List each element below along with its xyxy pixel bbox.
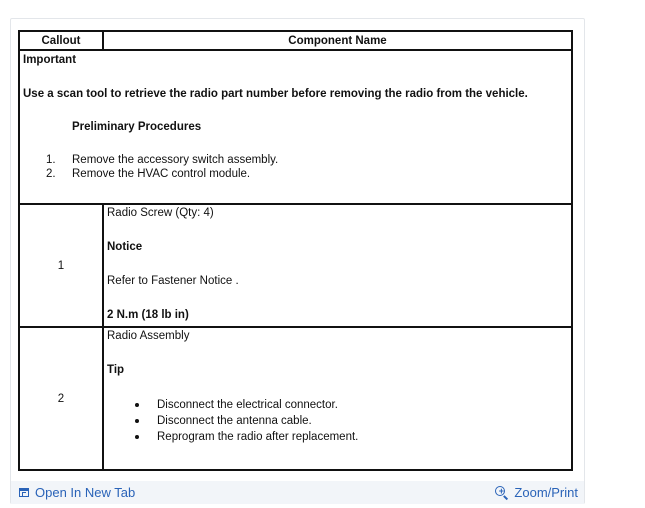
intro-cell xyxy=(19,50,572,204)
preliminary-steps xyxy=(23,153,568,181)
list-item: Disconnect the antenna cable. xyxy=(107,413,568,429)
list-item: 1. Remove the accessory switch assembly. xyxy=(46,154,279,166)
scan-tool-instruction: Use a scan tool to retrieve the radio part number before removing the radio from the vehicle. xyxy=(23,88,528,100)
fastener-notice-text: Refer to Fastener Notice . xyxy=(107,275,239,287)
callout-number: 2 xyxy=(19,327,103,470)
zoom-in-icon: + xyxy=(495,486,508,499)
notice-label: Notice xyxy=(107,241,143,253)
zoom-print-link[interactable]: + Zoom/Print xyxy=(495,485,578,500)
open-tab-icon xyxy=(19,488,29,497)
component-title: Radio Screw (Qty: 4) xyxy=(107,207,214,219)
component-name-header: Component Name xyxy=(103,31,572,50)
callout-number: 1 xyxy=(19,204,103,327)
footer-bar xyxy=(11,481,584,504)
procedure-table xyxy=(18,30,573,471)
list-item: Disconnect the electrical connector. xyxy=(107,397,568,413)
table-row xyxy=(19,204,572,327)
callout-header: Callout xyxy=(19,31,103,50)
preliminary-procedures-title: Preliminary Procedures xyxy=(72,121,202,133)
list-item: 2. Remove the HVAC control module. xyxy=(46,168,251,180)
component-title: Radio Assembly xyxy=(107,330,190,342)
table-row xyxy=(19,327,572,470)
tip-label: Tip xyxy=(107,364,125,376)
important-label: Important xyxy=(23,54,77,66)
list-item: Reprogram the radio after replacement. xyxy=(107,429,568,445)
torque-spec: 2 N.m (18 lb in) xyxy=(107,309,189,321)
tip-list xyxy=(107,397,568,445)
open-in-new-tab-link[interactable]: Open In New Tab xyxy=(19,485,135,500)
